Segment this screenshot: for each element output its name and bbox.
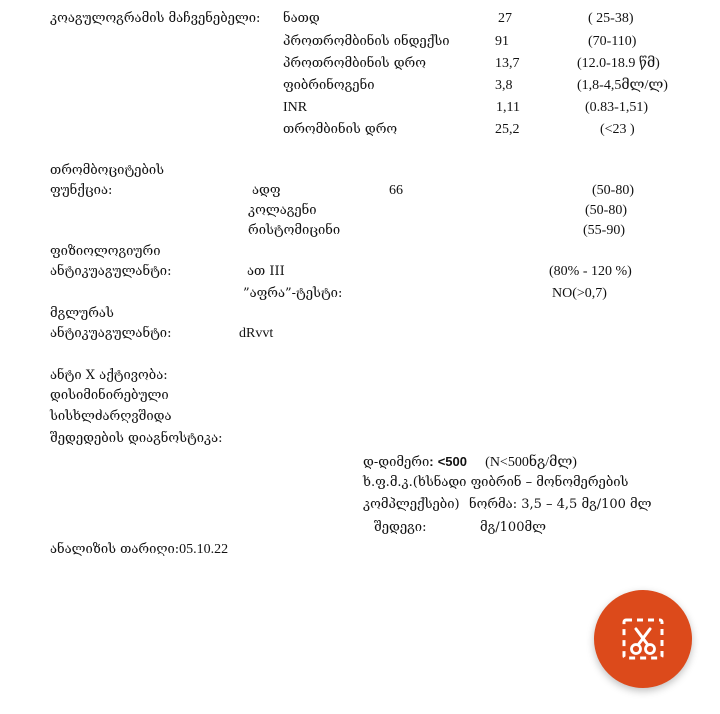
coag-row-value: 1,11 <box>496 100 520 115</box>
lupus-label: მგლურას <box>50 306 114 321</box>
sfmc-line2: კომპლექსები) <box>363 497 460 512</box>
coag-row-name: ფიბრინოგენი <box>283 78 375 93</box>
coag-row-range: (<23 ) <box>600 122 635 137</box>
ddimer-colon: : <box>429 454 434 469</box>
coag-row-name: პროთრომბინის დრო <box>283 56 426 71</box>
coag-row-range: (70-110) <box>588 34 637 49</box>
coag-row-range: (1,8-4,5მლ/ლ) <box>577 78 668 93</box>
analysis-date-label: ანალიზის თარიღი: <box>50 542 180 557</box>
coag-row-value: 13,7 <box>495 56 520 71</box>
coag-row-name: ნათდ <box>283 11 320 26</box>
platelet-row-range: (55-90) <box>583 223 625 238</box>
sfmc-result-unit: მგ/100მლ <box>480 520 546 535</box>
coag-row-range: (12.0-18.9 წმ) <box>577 56 660 71</box>
platelet-row-value: 66 <box>389 183 403 198</box>
coag-row-value: 25,2 <box>495 122 520 137</box>
sfmc-result-label: შედეგი: <box>374 520 427 535</box>
platelet-label: თრომბოციტების <box>50 163 165 178</box>
ddimer-label: დ-დიმერი <box>363 455 430 470</box>
platelet-row-range: (50-80) <box>592 183 634 198</box>
coag-row-value: 27 <box>498 11 512 26</box>
screenshot-crop-button[interactable] <box>594 590 692 688</box>
platelet-row-name: რისტომიცინი <box>248 223 341 238</box>
coag-row-value: 3,8 <box>495 78 513 93</box>
antix-line: სისხლძარღვშიდა <box>50 409 172 424</box>
physiological-label: ანტიკუაგულანტი: <box>50 264 172 279</box>
coag-row-range: ( 25-38) <box>588 11 634 26</box>
physiological-row-name: ”აფრა”-ტესტი: <box>243 286 343 301</box>
physiological-row-name: ათ III <box>247 264 285 279</box>
ddimer-value: <500 <box>437 454 468 469</box>
screenshot-scissors-icon <box>619 615 667 663</box>
cut-off-top-line <box>48 0 268 2</box>
sfmc-line1: ხ.ფ.მ.კ.(ხსნადი ფიბრინ – მონომერების <box>363 475 629 490</box>
coag-row-name: თრომბინის დრო <box>283 122 398 137</box>
platelet-row-range: (50-80) <box>585 203 627 218</box>
antix-line: დისიმინირებული <box>50 388 169 403</box>
physiological-row-range: (80% - 120 %) <box>549 264 632 279</box>
coag-row-name: პროთრომბინის ინდექსი <box>283 34 450 49</box>
analysis-date-value: 05.10.22 <box>179 542 229 557</box>
physiological-label: ფიზიოლოგიური <box>50 244 161 259</box>
sfmc-norm: ნორმა: 3,5 – 4,5 მგ/100 მლ <box>469 497 652 512</box>
antix-line: შედედების დიაგნოსტიკა: <box>50 431 223 446</box>
physiological-row-range: NO(>0,7) <box>552 286 607 301</box>
coag-row-range: (0.83-1,51) <box>585 100 648 115</box>
platelet-row-name: კოლაგენი <box>248 203 317 218</box>
lupus-label: ანტიკუაგულანტი: <box>50 326 172 341</box>
coag-row-name: INR <box>283 100 308 115</box>
ddimer-norm: (N<500ნგ/მლ) <box>485 455 577 470</box>
platelet-label: ფუნქცია: <box>50 183 113 198</box>
platelet-row-name: ადფ <box>252 183 281 198</box>
coagulogram-label: კოაგულოგრამის მაჩვენებელი: <box>50 11 261 26</box>
lupus-value: dRvvt <box>239 326 274 341</box>
antix-line: ანტი X აქტივობა: <box>50 368 168 383</box>
analysis-date <box>50 541 228 559</box>
ddimer-row <box>363 453 577 472</box>
coag-row-value: 91 <box>495 34 509 49</box>
